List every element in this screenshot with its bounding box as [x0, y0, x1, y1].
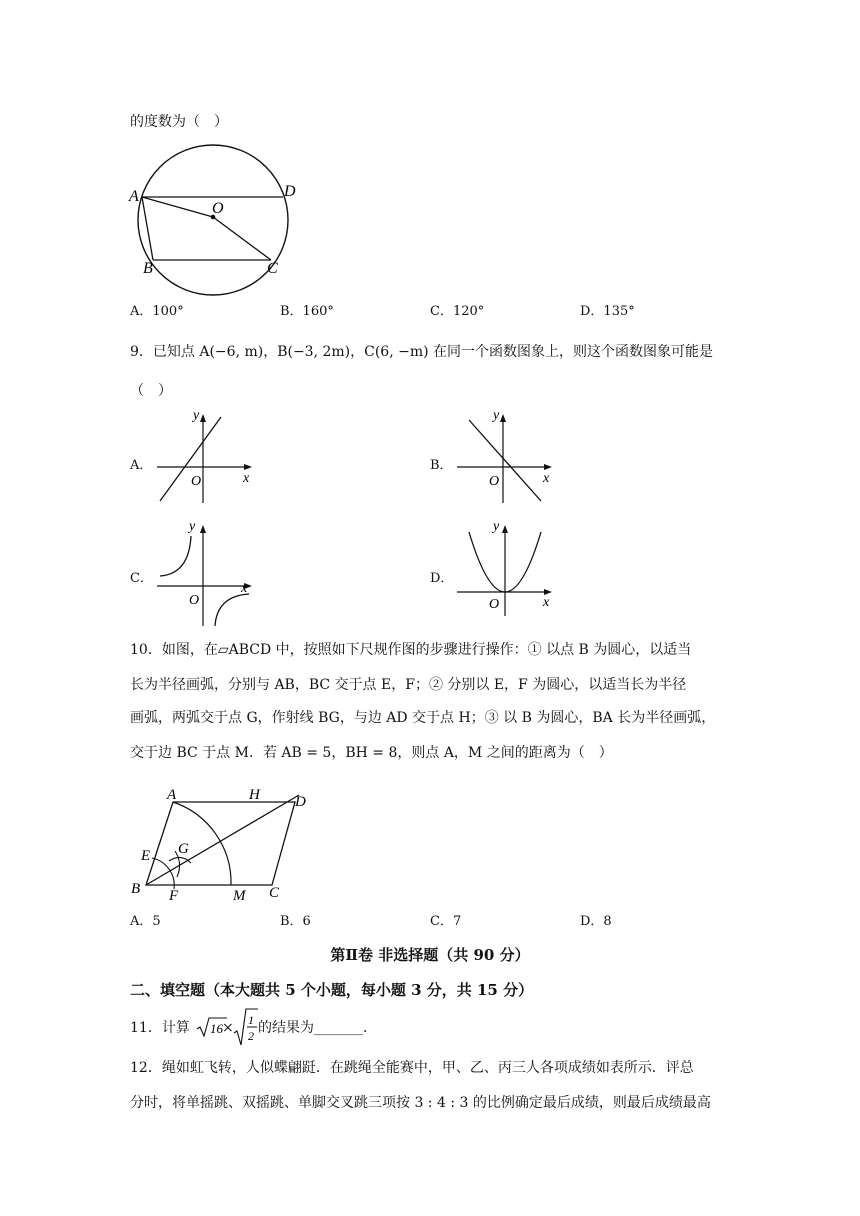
q11-suffix: 的结果为_______．: [258, 1020, 377, 1036]
svg-text:x: x: [243, 471, 250, 486]
svg-text:x: x: [543, 595, 550, 610]
q10-option-b[interactable]: B．6: [280, 914, 311, 929]
q11-prefix: 11．计算: [130, 1020, 190, 1036]
svg-text:O: O: [189, 593, 200, 608]
q8-circle-figure: [125, 150, 305, 290]
svg-text:O: O: [489, 474, 500, 489]
q10-parallelogram-figure: [125, 785, 315, 905]
svg-text:y: y: [493, 519, 500, 534]
svg-text:y: y: [189, 519, 196, 534]
svg-text:O: O: [489, 597, 500, 612]
q9-stem-line1: 9．已知点 A(−6, m)，B(−3, 2m)，C(6, −m) 在同一个函数图象上，则这个函数图象可能是: [130, 344, 714, 360]
q9-option-d-letter[interactable]: D．: [430, 571, 454, 586]
svg-text:M: M: [233, 888, 246, 904]
q8-label-a: A: [129, 188, 139, 205]
q8-stem-tail: 的度数为（ ）: [130, 114, 228, 130]
svg-text:G: G: [178, 841, 189, 857]
svg-text:2: 2: [248, 1029, 254, 1043]
q10-option-c[interactable]: C．7: [430, 914, 462, 929]
q8-option-b[interactable]: B．160°: [280, 304, 334, 319]
section-2-title: 第Ⅱ卷 非选择题（共 90 分）: [330, 946, 530, 964]
q8-label-b: B: [143, 260, 153, 277]
q11-times: ×: [222, 1020, 234, 1036]
q9-graph-a-increasing-line[interactable]: [155, 405, 255, 505]
q9-stem-line2: （ ）: [130, 383, 172, 399]
q11-sqrt-half: [233, 1007, 259, 1047]
q8-option-d[interactable]: D．135°: [580, 304, 635, 319]
q9-option-a-letter[interactable]: A．: [130, 458, 153, 473]
q9-option-b-letter[interactable]: B．: [430, 458, 453, 473]
svg-text:C: C: [269, 885, 280, 901]
q10-stem-line4: 交于边 BC 于点 M．若 AB = 5，BH = 8，则点 A，M 之间的距离为（ ）: [130, 745, 613, 761]
svg-text:y: y: [493, 408, 500, 423]
svg-text:B: B: [131, 881, 141, 897]
q9-graph-c-hyperbola[interactable]: [155, 518, 255, 628]
q12-stem-line1: 12．绳如虹飞转，人似蝶翩跹．在跳绳全能赛中，甲、乙、丙三人各项成绩如表所示．评总: [130, 1060, 694, 1076]
q10-option-d[interactable]: D．8: [580, 914, 612, 929]
svg-text:A: A: [167, 787, 177, 803]
svg-text:F: F: [169, 888, 179, 904]
svg-text:x: x: [543, 471, 550, 486]
q8-option-a[interactable]: A．100°: [130, 304, 184, 319]
q8-option-c[interactable]: C．120°: [430, 304, 485, 319]
svg-text:H: H: [249, 787, 260, 803]
q8-label-o: O: [212, 200, 224, 217]
q8-label-c: C: [267, 260, 278, 277]
svg-text:D: D: [295, 794, 306, 810]
svg-text:y: y: [193, 408, 200, 423]
svg-text:1: 1: [248, 1013, 254, 1027]
q10-stem-line3: 画弧，两弧交于点 G，作射线 BG，与边 AD 交于点 H；③ 以 B 为圆心，BA 长为半径画弧，: [130, 710, 716, 726]
q9-graph-b-decreasing-line[interactable]: [455, 405, 555, 505]
svg-text:16: 16: [210, 1021, 223, 1036]
q9-option-c-letter[interactable]: C．: [130, 571, 153, 586]
svg-text:O: O: [191, 474, 202, 489]
q10-option-a[interactable]: A．5: [130, 914, 161, 929]
q9-graph-d-parabola[interactable]: [455, 518, 555, 618]
q12-stem-line2: 分时，将单摇跳、双摇跳、单脚交叉跳三项按 3 : 4 : 3 的比例确定最后成绩，则最后成绩最高: [130, 1095, 711, 1111]
q10-stem-line1: 10．如图，在▱ABCD 中，按照如下尺规作图的步骤进行操作：① 以点 B 为圆心，以适当: [130, 642, 692, 658]
fill-blank-heading: 二、填空题（本大题共 5 个小题，每小题 3 分，共 15 分）: [130, 981, 534, 999]
svg-text:E: E: [141, 848, 151, 864]
svg-text:x: x: [241, 581, 248, 596]
q10-stem-line2: 长为半径画弧，分别与 AB，BC 交于点 E，F；② 分别以 E，F 为圆心，以适当长为半径: [130, 677, 687, 693]
q8-label-d: D: [284, 183, 296, 200]
